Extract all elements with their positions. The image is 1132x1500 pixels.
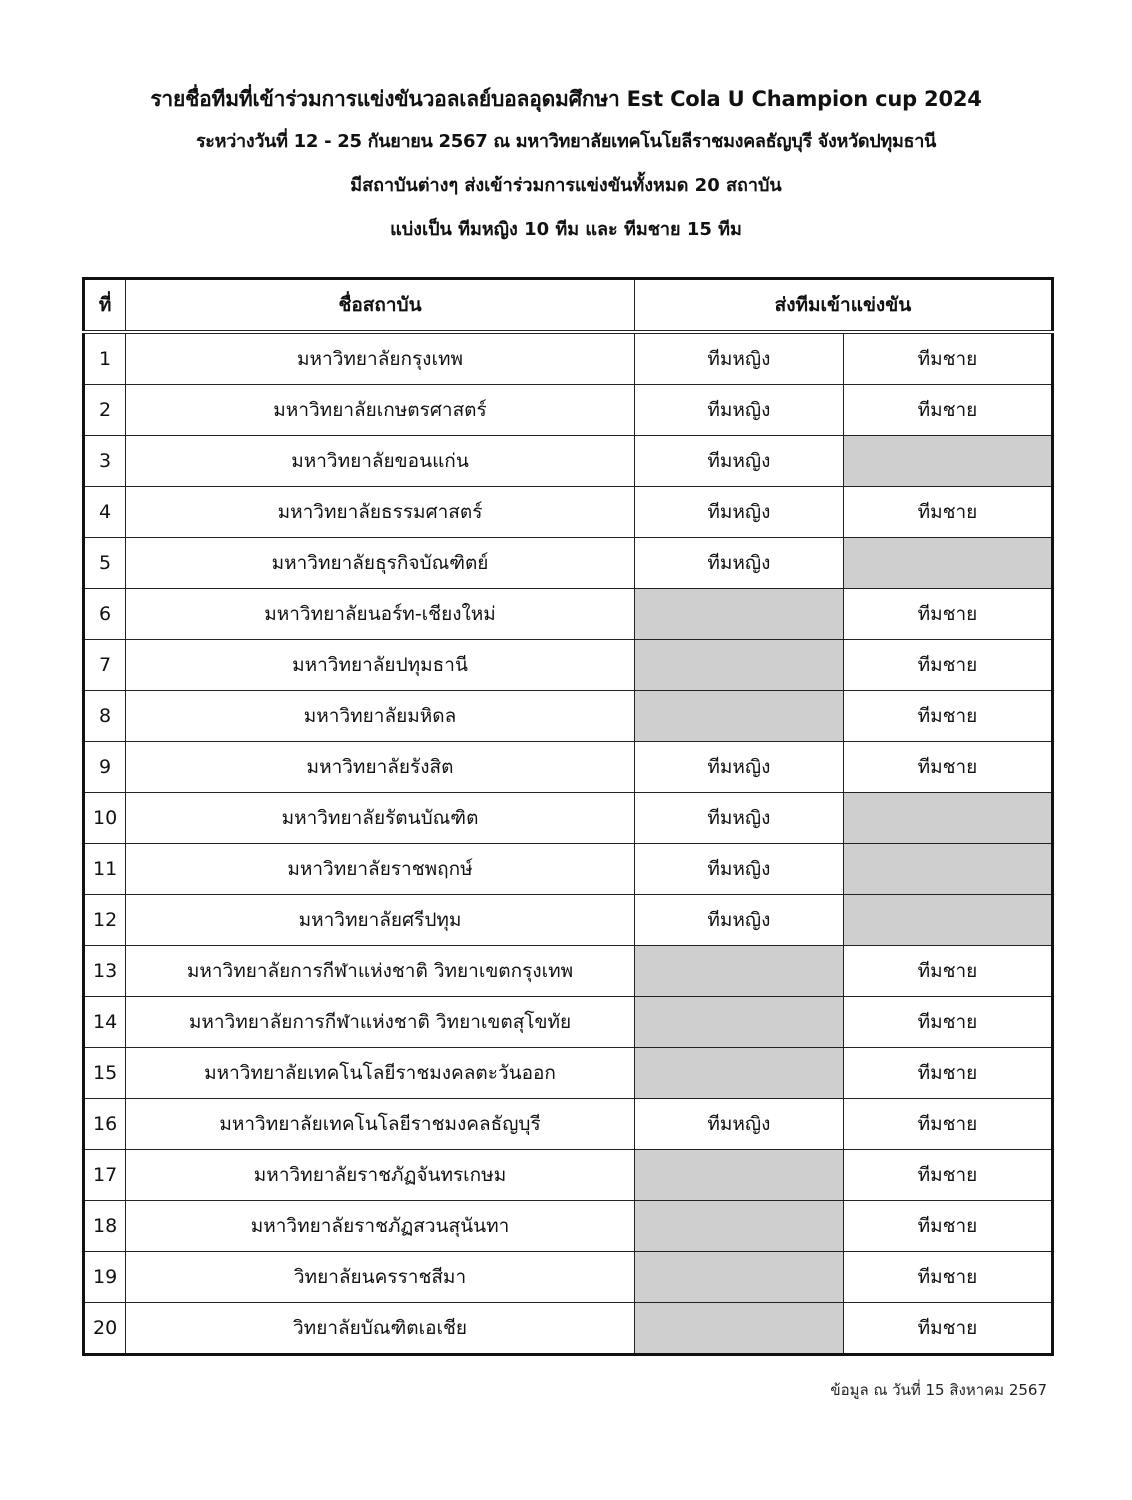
team-roster-table [82,277,1054,1356]
table-row [84,895,1053,946]
row-number: 9 [84,742,126,793]
women-team-cell: ทีมหญิง [634,332,843,385]
row-number: 5 [84,538,126,589]
men-team-cell: ทีมชาย [843,589,1052,640]
women-team-cell: ทีมหญิง [634,742,843,793]
institution-name: มหาวิทยาลัยธุรกิจบัณฑิตย์ [126,538,635,589]
table-row [84,691,1053,742]
row-number: 6 [84,589,126,640]
women-team-cell: ทีมหญิง [634,895,843,946]
table-row [84,793,1053,844]
women-team-cell [634,946,843,997]
table-row [84,1252,1053,1303]
men-team-cell: ทีมชาย [843,332,1052,385]
table-row [84,1099,1053,1150]
row-number: 19 [84,1252,126,1303]
men-team-cell: ทีมชาย [843,1303,1052,1355]
institution-name: มหาวิทยาลัยการกีฬาแห่งชาติ วิทยาเขตสุโขทัย [126,997,635,1048]
table-row [84,332,1053,385]
men-team-cell: ทีมชาย [843,742,1052,793]
men-team-cell: ทีมชาย [843,1150,1052,1201]
women-team-cell: ทีมหญิง [634,1099,843,1150]
row-number: 17 [84,1150,126,1201]
document-title: รายชื่อทีมที่เข้าร่วมการแข่งขันวอลเลย์บอลอุดมศึกษา Est Cola U Champion cup 2024 [150,87,982,111]
table-row [84,844,1053,895]
document-header [0,78,1132,252]
men-team-cell: ทีมชาย [843,1048,1052,1099]
men-team-cell: ทีมชาย [843,1099,1052,1150]
women-team-cell [634,1252,843,1303]
men-team-cell: ทีมชาย [843,1252,1052,1303]
institution-name: มหาวิทยาลัยราชภัฏสวนสุนันทา [126,1201,635,1252]
men-team-cell: ทีมชาย [843,487,1052,538]
row-number: 1 [84,332,126,385]
women-team-cell: ทีมหญิง [634,538,843,589]
table-body [84,332,1053,1355]
women-team-cell [634,589,843,640]
table-row [84,538,1053,589]
women-team-cell [634,1048,843,1099]
table-row [84,436,1053,487]
dates-venue-line: ระหว่างวันที่ 12 - 25 กันยายน 2567 ณ มหาวิทยาลัยเทคโนโยลีราชมงคลธัญบุรี จังหวัดปทุมธานี [195,131,937,152]
women-team-cell [634,1150,843,1201]
institution-name: วิทยาลัยบัณฑิตเอเชีย [126,1303,635,1355]
institution-name: มหาวิทยาลัยนอร์ท-เชียงใหม่ [126,589,635,640]
institution-name: มหาวิทยาลัยรังสิต [126,742,635,793]
row-number: 13 [84,946,126,997]
men-team-cell [843,895,1052,946]
women-team-cell [634,691,843,742]
institution-name: มหาวิทยาลัยขอนแก่น [126,436,635,487]
header-no: ที่ [84,279,126,333]
men-team-cell [843,793,1052,844]
row-number: 11 [84,844,126,895]
men-team-cell: ทีมชาย [843,385,1052,436]
women-team-cell: ทีมหญิง [634,385,843,436]
table-row [84,997,1053,1048]
row-number: 10 [84,793,126,844]
men-team-cell [843,436,1052,487]
men-team-cell [843,844,1052,895]
women-team-cell [634,997,843,1048]
row-number: 4 [84,487,126,538]
row-number: 18 [84,1201,126,1252]
table-row [84,1048,1053,1099]
table-row [84,640,1053,691]
women-team-cell: ทีมหญิง [634,793,843,844]
women-team-cell [634,1201,843,1252]
table-row [84,946,1053,997]
row-number: 16 [84,1099,126,1150]
women-team-cell: ทีมหญิง [634,487,843,538]
table-row [84,487,1053,538]
men-team-cell: ทีมชาย [843,1201,1052,1252]
institution-name: มหาวิทยาลัยเทคโนโลยีราชมงคลตะวันออก [126,1048,635,1099]
institution-name: มหาวิทยาลัยปทุมธานี [126,640,635,691]
row-number: 20 [84,1303,126,1355]
institution-name: มหาวิทยาลัยเทคโนโลยีราชมงคลธัญบุรี [126,1099,635,1150]
header-institution: ชื่อสถาบัน [126,279,635,333]
table-header-row [84,279,1053,333]
table-row [84,589,1053,640]
table-row [84,385,1053,436]
men-team-cell [843,538,1052,589]
row-number: 2 [84,385,126,436]
men-team-cell: ทีมชาย [843,946,1052,997]
institution-name: มหาวิทยาลัยเกษตรศาสตร์ [126,385,635,436]
women-team-cell: ทีมหญิง [634,436,843,487]
institution-name: วิทยาลัยนครราชสีมา [126,1252,635,1303]
institution-name: มหาวิทยาลัยรัตนบัณฑิต [126,793,635,844]
row-number: 15 [84,1048,126,1099]
institution-name: มหาวิทยาลัยกรุงเทพ [126,332,635,385]
row-number: 14 [84,997,126,1048]
table-row [84,1201,1053,1252]
data-as-of-note: ข้อมูล ณ วันที่ 15 สิงหาคม 2567 [830,1381,1047,1399]
summary-line: มีสถาบันต่างๆ ส่งเข้าร่วมการแข่งขันทั้งหมด 20 สถาบัน [350,175,782,196]
institution-name: มหาวิทยาลัยศรีปทุม [126,895,635,946]
row-number: 7 [84,640,126,691]
institution-name: มหาวิทยาลัยราชภัฏจันทรเกษม [126,1150,635,1201]
table-row [84,1303,1053,1355]
institution-name: มหาวิทยาลัยการกีฬาแห่งชาติ วิทยาเขตกรุงเทพ [126,946,635,997]
row-number: 8 [84,691,126,742]
men-team-cell: ทีมชาย [843,997,1052,1048]
table-row [84,742,1053,793]
institution-name: มหาวิทยาลัยราชพฤกษ์ [126,844,635,895]
women-team-cell [634,1303,843,1355]
row-number: 12 [84,895,126,946]
women-team-cell [634,640,843,691]
team-split-line: แบ่งเป็น ทีมหญิง 10 ทีม และ ทีมชาย 15 ทีม [390,219,742,240]
institution-name: มหาวิทยาลัยมหิดล [126,691,635,742]
men-team-cell: ทีมชาย [843,640,1052,691]
row-number: 3 [84,436,126,487]
institution-name: มหาวิทยาลัยธรรมศาสตร์ [126,487,635,538]
table-row [84,1150,1053,1201]
women-team-cell: ทีมหญิง [634,844,843,895]
header-teams: ส่งทีมเข้าแข่งขัน [634,279,1052,333]
men-team-cell: ทีมชาย [843,691,1052,742]
